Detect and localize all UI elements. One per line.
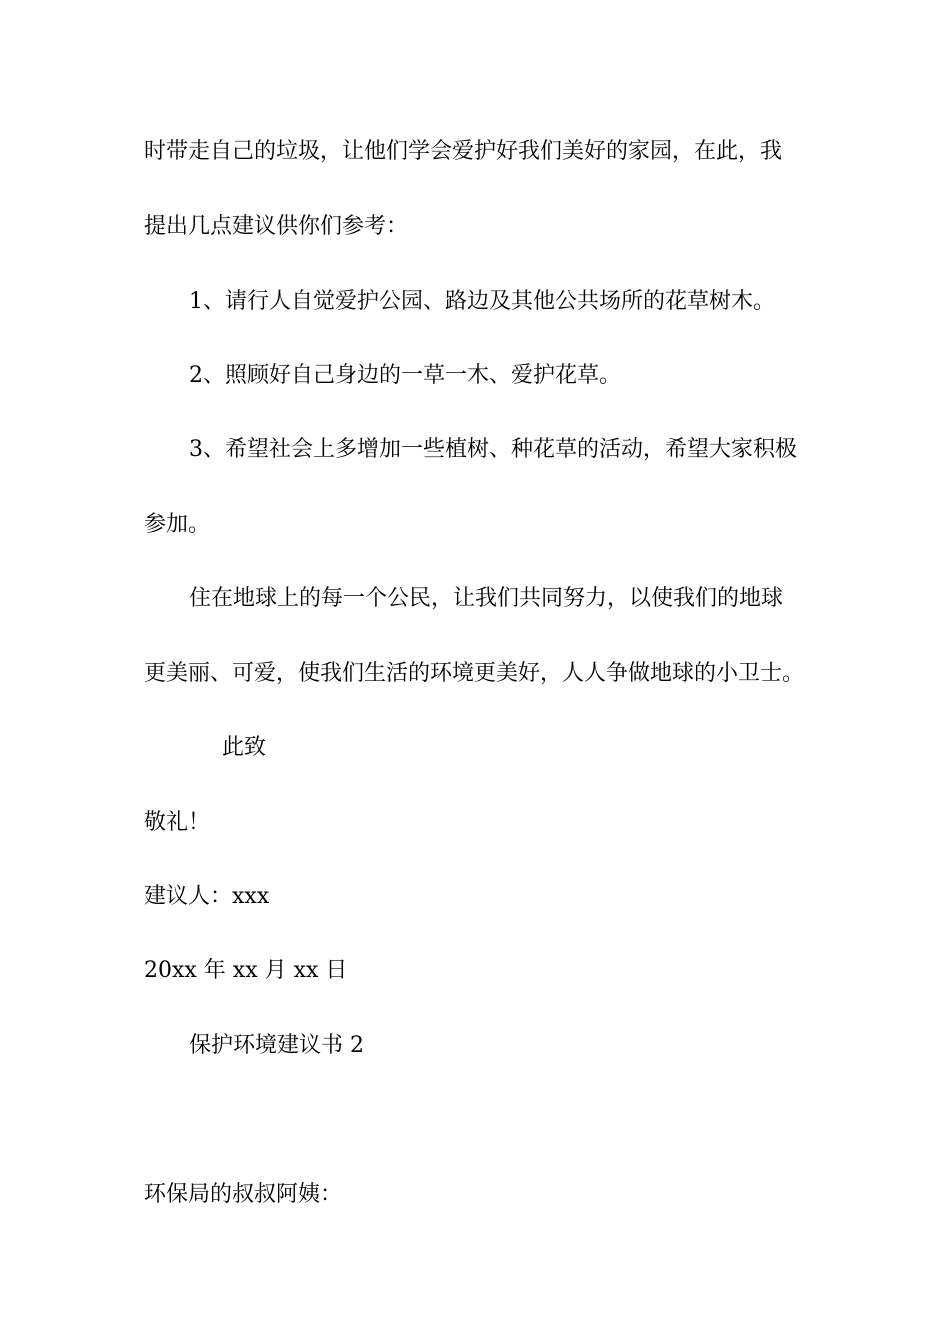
list-item-2: 2、照顾好自己身边的一草一木、爱护花草。: [189, 363, 621, 388]
closing-regards: 敬礼！: [144, 810, 211, 835]
closing-salutation: 此致: [222, 735, 267, 760]
paragraph-line: 提出几点建议供你们参考：: [144, 214, 409, 239]
list-item-1: 1、请行人自觉爱护公园、路边及其他公共场所的花草树木。: [189, 289, 775, 314]
proposer-line: 建议人：xxx: [144, 884, 270, 909]
date-line: 20xx 年 xx 月 xx 日: [144, 958, 348, 983]
section-title: 保护环境建议书 2: [189, 1033, 364, 1058]
paragraph-line: 住在地球上的每一个公民，让我们共同努力，以使我们的地球: [189, 586, 784, 611]
paragraph-line: 更美丽、可爱，使我们生活的环境更美好，人人争做地球的小卫士。: [144, 661, 805, 686]
addressee-line: 环保局的叔叔阿姨：: [144, 1182, 343, 1207]
list-item-3: 3、希望社会上多增加一些植树、种花草的活动，希望大家积极: [189, 437, 797, 462]
paragraph-line: 时带走自己的垃圾，让他们学会爱护好我们美好的家园，在此，我: [144, 139, 783, 164]
paragraph-line: 参加。: [144, 512, 211, 537]
